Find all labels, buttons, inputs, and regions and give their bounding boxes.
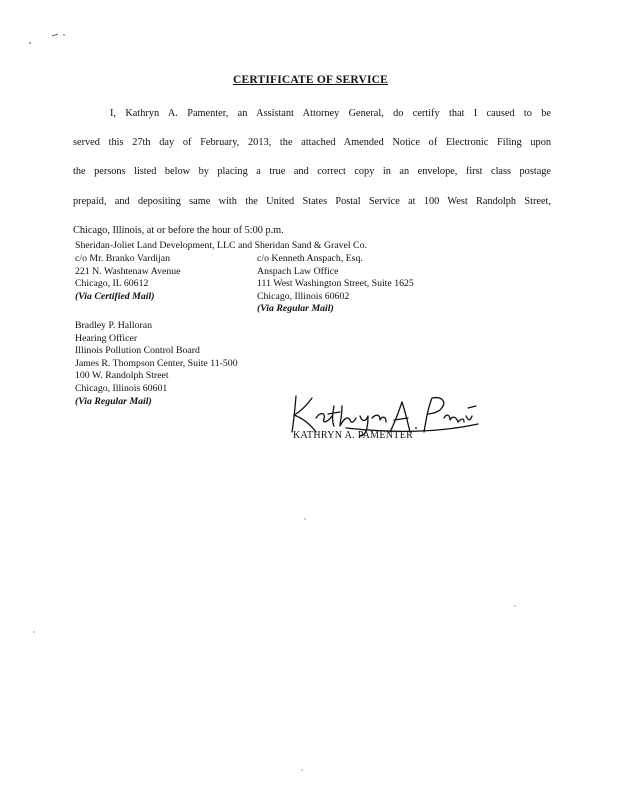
- paragraph-line: the persons listed below by placing a true and correct copy in an envelope, first class postage: [73, 166, 551, 178]
- address-line: James R. Thompson Center, Suite 11-500: [75, 357, 238, 369]
- certification-paragraph: [73, 99, 551, 245]
- recipient-left-block: [75, 253, 181, 303]
- address-line: Illinois Pollution Control Board: [75, 345, 200, 357]
- address-line: 221 N. Washtenaw Avenue: [75, 265, 181, 277]
- address-line: Bradley P. Halloran: [75, 320, 152, 331]
- signer-name: KATHRYN A. PAMENTER: [293, 430, 414, 441]
- address-line: Hearing Officer: [75, 332, 138, 344]
- delivery-method: (Via Regular Mail): [75, 395, 152, 407]
- address-line: 100 W. Randolph Street: [75, 370, 169, 382]
- paragraph-line: served this 27th day of February, 2013, the attached Amended Notice of Electronic Filing upon: [73, 137, 551, 149]
- address-line: Chicago, IL 60612: [75, 278, 149, 290]
- delivery-method: (Via Certified Mail): [75, 290, 155, 302]
- address-line: c/o Kenneth Anspach, Esq.: [257, 253, 363, 264]
- paragraph-line: Chicago, Illinois, at or before the hour of 5:00 p.m.: [73, 224, 284, 236]
- recipient-right-block: [257, 253, 414, 316]
- address-line: Chicago, Illinois 60602: [257, 290, 350, 302]
- address-line: c/o Mr. Branko Vardijan: [75, 253, 171, 264]
- address-line: Chicago, Illinois 60601: [75, 382, 168, 394]
- party-heading: Sheridan-Joliet Land Development, LLC and Sheridan Sand & Gravel Co.: [75, 240, 367, 251]
- delivery-method: (Via Regular Mail): [257, 303, 334, 315]
- paragraph-line: I, Kathryn A. Pamenter, an Assistant Attorney General, do certify that I caused to be: [110, 108, 551, 119]
- recipient-hearing-officer-block: [75, 320, 238, 408]
- address-line: 111 West Washington Street, Suite 1625: [257, 278, 414, 290]
- paragraph-line: prepaid, and depositing same with the United States Postal Service at 100 West Randolph Street,: [73, 195, 551, 207]
- address-line: Anspach Law Office: [257, 265, 339, 277]
- document-title: CERTIFICATE OF SERVICE: [232, 74, 389, 86]
